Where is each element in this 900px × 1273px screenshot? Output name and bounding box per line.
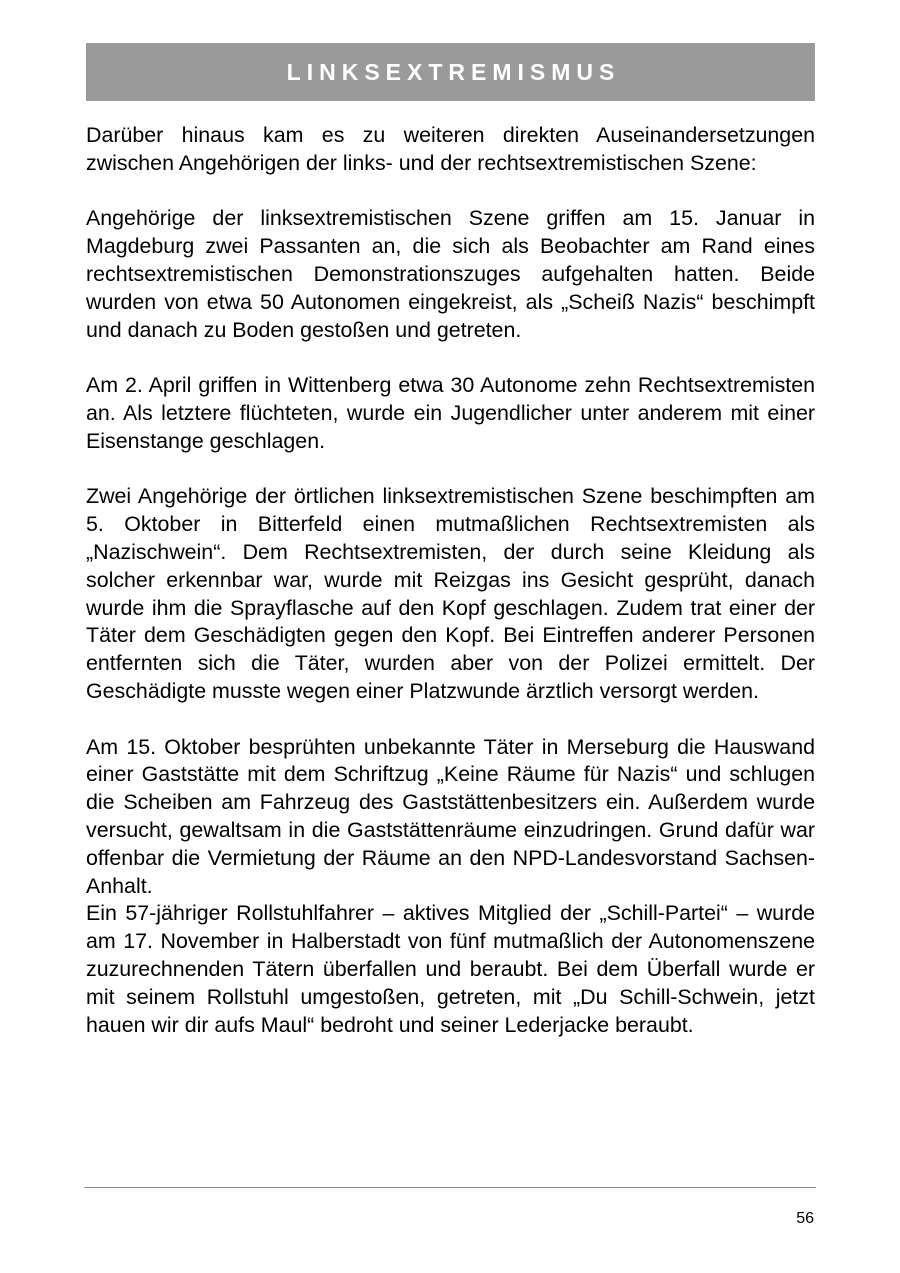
footer-divider (84, 1187, 816, 1188)
paragraph-bitterfeld: Zwei Angehörige der örtlichen linksextremistischen Szene beschimpften am 5. Oktober in Bitterfeld einen mutmaßlichen Rechtsextremisten als „Nazischwein“. Dem Rechtsextremisten, der durch seine Kleidung als solcher erkennbar war, wurde mit Reizgas ins Gesicht gesprüht, danach wurde ihm die Sprayflasche auf den Kopf geschlagen. Zudem trat einer der Täter dem Geschädigten gegen den Kopf. Bei Eintreffen anderer Personen entfernten sich die Täter, wurden aber von der Polizei ermittelt. Der Geschädigte musste wegen einer Platzwunde ärztlich versorgt werden. (86, 484, 815, 703)
paragraph-magdeburg: Angehörige der linksextremistischen Szene griffen am 15. Januar in Magdeburg zwei Passanten an, die sich als Beobachter am Rand eines rechtsextremistischen Demonstrationszuges aufgehalten hatten. Beide wurden von etwa 50 Autonomen eingekreist, als „Scheiß Nazis“ beschimpft und danach zu Boden gestoßen und getreten. (86, 206, 815, 342)
paragraph-intro: Darüber hinaus kam es zu weiteren direkten Auseinandersetzungen zwischen Angehörigen der links- und der rechtsextremistischen Szene: (86, 123, 815, 175)
section-header-band (86, 43, 815, 101)
paragraph-halberstadt: Ein 57-jähriger Rollstuhlfahrer – aktives Mitglied der „Schill-Partei“ – wurde am 17. November in Halberstadt von fünf mutmaßlich der Autonomenszene zuzurechnenden Tätern überfallen und beraubt. Bei dem Überfall wurde er mit seinem Rollstuhl umgestoßen, getreten, mit „Du Schill-Schwein, jetzt hauen wir dir aufs Maul“ bedroht und seiner Lederjacke beraubt. (86, 901, 815, 1037)
page-number: 56 (796, 1210, 814, 1227)
paragraph-merseburg: Am 15. Oktober besprühten unbekannte Täter in Merseburg die Hauswand einer Gaststätte mit dem Schriftzug „Keine Räume für Nazis“ und schlugen die Scheiben am Fahrzeug des Gaststättenbesitzers ein. Außerdem wurde versucht, gewaltsam in die Gaststättenräume einzudringen. Grund dafür war offenbar die Vermietung der Räume an den NPD-Landesvorstand Sachsen-Anhalt. (86, 734, 815, 898)
section-title: LINKSEXTREMISMUS (286, 58, 621, 85)
paragraph-wittenberg: Am 2. April griffen in Wittenberg etwa 30 Autonome zehn Rechtsextremisten an. Als letztere flüchteten, wurde ein Jugendlicher unter anderem mit einer Eisenstange geschlagen. (86, 373, 815, 453)
body-text (86, 122, 815, 1039)
